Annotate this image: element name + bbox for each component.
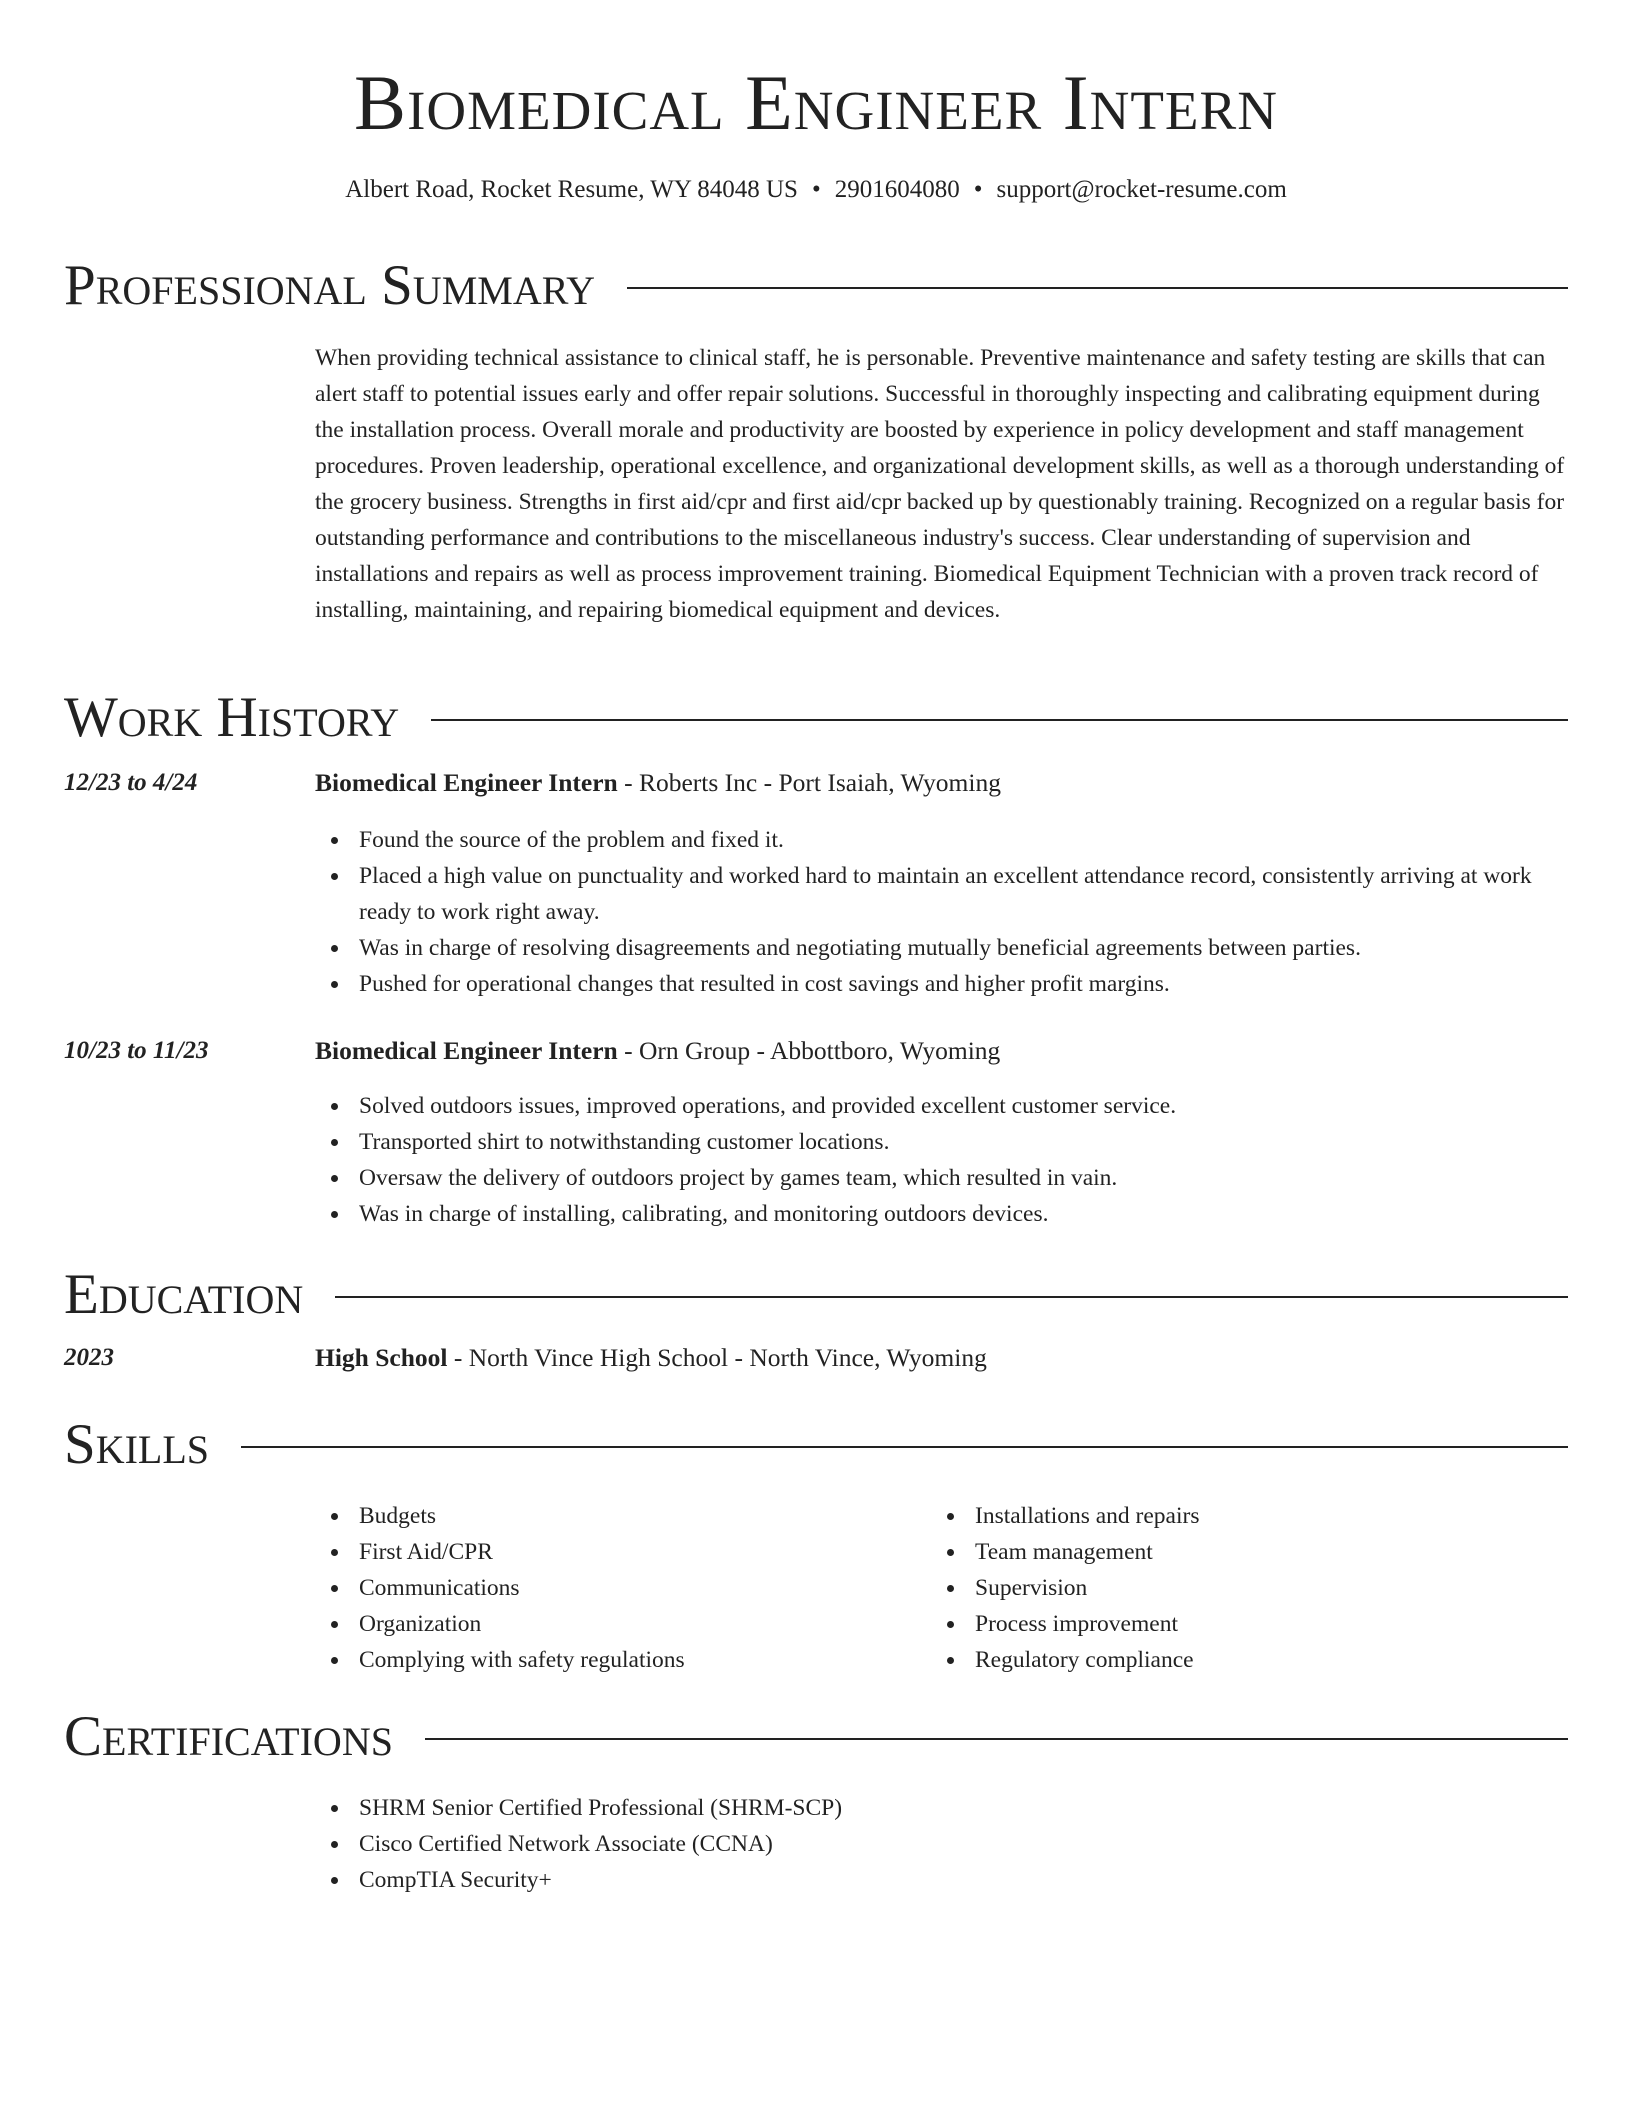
list-item: Cisco Certified Network Associate (CCNA) [315, 1826, 1568, 1862]
section-rule [627, 287, 1568, 289]
contact-address: Albert Road, Rocket Resume, WY 84048 US [345, 176, 798, 203]
education-details: - North Vince High School - North Vince, Wyoming [447, 1343, 987, 1372]
job-title-line [315, 766, 1001, 800]
job-title: Biomedical Engineer Intern [315, 1036, 618, 1065]
education-degree: High School [315, 1343, 448, 1372]
list-item: Budgets [315, 1498, 915, 1534]
list-item: Supervision [931, 1570, 1551, 1606]
section-education [64, 1263, 1568, 1327]
section-heading: Professional Summary [64, 254, 596, 317]
list-item: Was in charge of resolving disagreements and negotiating mutually beneficial agreements between parties. [315, 930, 1568, 966]
section-rule [335, 1296, 1568, 1298]
contact-email: support@rocket-resume.com [996, 176, 1287, 203]
contact-separator: • [811, 176, 821, 203]
list-item: Installations and repairs [931, 1498, 1551, 1534]
section-certifications [64, 1705, 1568, 1769]
summary-text: When providing technical assistance to clinical staff, he is personable. Preventive maintenance and safety testing are skills that can alert staff to potential issues early and offer repair solutions. Successful in thoroughly inspecting and calibrating equipment during the installation process. Overall morale and productivity are boosted by experience in policy development and staff management procedures. Proven leadership, operational excellence, and organizational development skills, as well as a thorough understanding of the grocery business. Strengths in first aid/cpr and first aid/cpr backed up by questionably training. Recognized on a regular basis for outstanding performance and contributions to the miscellaneous industry's success. Clear understanding of supervision and installations and repairs as well as process improvement training. Biomedical Equipment Technician with a proven track record of installing, maintaining, and repairing biomedical equipment and devices. [315, 345, 1565, 623]
job-bullets [315, 822, 1568, 1002]
skills-list-right [931, 1498, 1551, 1678]
job-title: Biomedical Engineer Intern [315, 768, 618, 797]
list-item: Found the source of the problem and fixed it. [315, 822, 1568, 858]
list-item: Transported shirt to notwithstanding customer locations. [315, 1124, 1568, 1160]
skills-list-left [315, 1498, 915, 1678]
list-item: Communications [315, 1570, 915, 1606]
resume-name: Biomedical Engineer Intern [354, 59, 1278, 146]
list-item: Solved outdoors issues, improved operations, and provided excellent customer service. [315, 1088, 1568, 1124]
list-item: Pushed for operational changes that resulted in cost savings and higher profit margins. [315, 966, 1568, 1002]
contact-separator: • [973, 176, 983, 203]
job-details: - Orn Group - Abbottboro, Wyoming [617, 1036, 1001, 1065]
job-bullets [315, 1088, 1568, 1232]
job-details: - Roberts Inc - Port Isaiah, Wyoming [617, 768, 1001, 797]
education-line [315, 1341, 987, 1375]
section-rule [241, 1446, 1568, 1448]
section-rule [425, 1738, 1568, 1740]
contact-phone: 2901604080 [834, 176, 960, 203]
list-item: Oversaw the delivery of outdoors project by games team, which resulted in vain. [315, 1160, 1568, 1196]
certifications-list [315, 1790, 1568, 1898]
list-item: SHRM Senior Certified Professional (SHRM-SCP) [315, 1790, 1568, 1826]
contact-line [0, 174, 1632, 206]
list-item: Regulatory compliance [931, 1642, 1551, 1678]
list-item: Placed a high value on punctuality and worked hard to maintain an excellent attendance record, consistently arriving at work ready to work right away. [315, 858, 1568, 930]
section-heading: Work History [64, 686, 400, 749]
list-item: First Aid/CPR [315, 1534, 915, 1570]
list-item: Organization [315, 1606, 915, 1642]
list-item: Team management [931, 1534, 1551, 1570]
section-professional-summary [64, 254, 1568, 318]
list-item: Process improvement [931, 1606, 1551, 1642]
education-year: 2023 [64, 1344, 114, 1371]
section-rule [431, 719, 1568, 721]
job-dates: 12/23 to 4/24 [64, 769, 198, 796]
section-heading: Skills [64, 1413, 210, 1476]
job-dates: 10/23 to 11/23 [64, 1037, 209, 1064]
section-skills [64, 1413, 1568, 1477]
section-heading: Certifications [64, 1705, 393, 1768]
list-item: Was in charge of installing, calibrating, and monitoring outdoors devices. [315, 1196, 1568, 1232]
section-heading: Education [64, 1263, 304, 1326]
section-work-history [64, 686, 1568, 750]
list-item: Complying with safety regulations [315, 1642, 915, 1678]
job-title-line [315, 1034, 1000, 1068]
list-item: CompTIA Security+ [315, 1862, 1568, 1898]
